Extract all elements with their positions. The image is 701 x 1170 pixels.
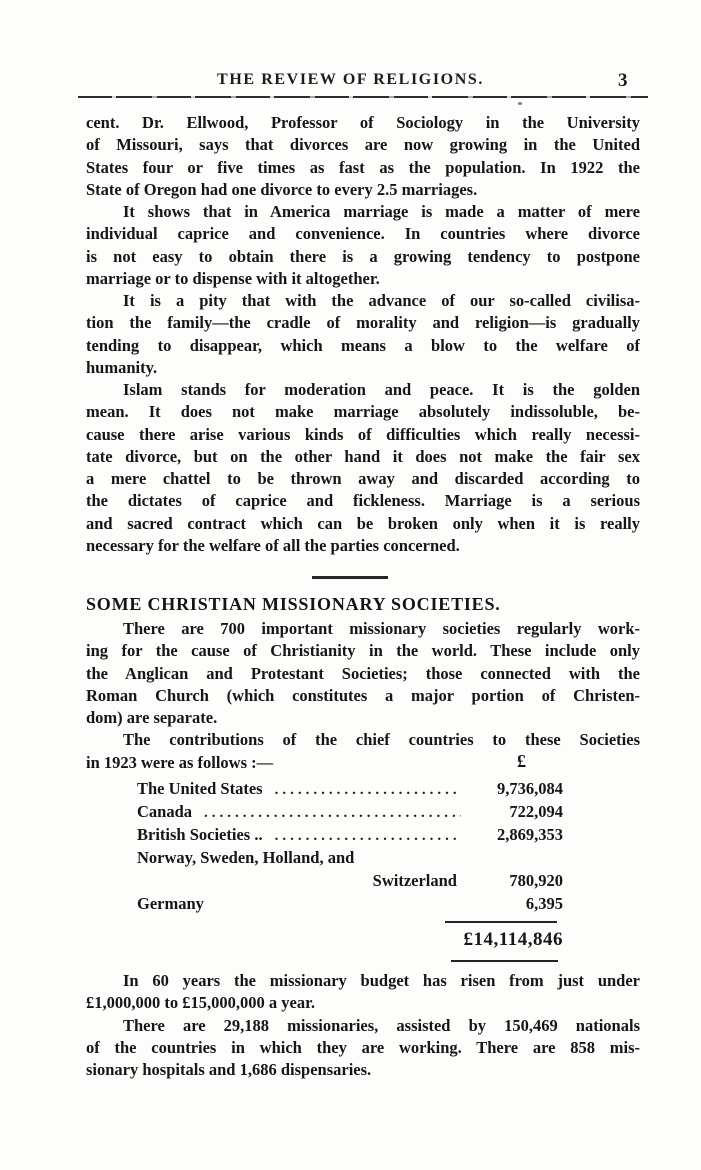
text-line: In 60 years the missionary budget has risen from just under	[123, 971, 640, 990]
row-label: Switzerland	[372, 871, 457, 890]
table-row	[86, 777, 563, 800]
paragraph	[86, 618, 640, 729]
scan-artifact-dot	[518, 102, 522, 105]
row-value: 2,869,353	[497, 825, 563, 844]
text-line: is not easy to obtain there is a growing tendency to postpone	[86, 246, 640, 266]
table-row	[86, 892, 563, 915]
text-line: cause there arise various kinds of difficulties which really necessi-	[86, 424, 640, 444]
section-heading: SOME CHRISTIAN MISSIONARY SOCIETIES.	[86, 594, 501, 614]
text-line: There are 700 important missionary societies regularly work-	[123, 619, 640, 638]
text-line: The contributions of the chief countries to these Societies	[123, 730, 640, 750]
row-value: 6,395	[525, 894, 563, 913]
article-body	[86, 112, 640, 557]
row-value: 9,736,084	[497, 779, 563, 798]
leader-dots	[204, 802, 461, 825]
text-line: It shows that in America marriage is made a matter of mere	[123, 202, 640, 221]
section-body	[86, 618, 640, 774]
page-number: 3	[618, 70, 628, 91]
text-line: It is a pity that with the advance of our so-called civilisa-	[123, 291, 640, 310]
table-row	[86, 846, 563, 869]
row-value: 780,920	[509, 871, 563, 890]
text-line: and sacred contract which can be broken only when it is really	[86, 513, 640, 533]
text-line: cent. Dr. Ellwood, Professor of Sociology in the University	[86, 113, 640, 132]
table-row	[86, 869, 563, 892]
text-line: of the countries in which they are working. There are 858 mis-	[86, 1037, 640, 1057]
total-rule-top	[445, 921, 557, 923]
paragraph	[86, 1015, 640, 1082]
text-line: humanity.	[86, 357, 158, 377]
leader-dots	[275, 825, 461, 848]
row-label: Canada	[137, 802, 193, 821]
total-rule-bottom	[451, 960, 558, 962]
text-line: tate divorce, but on the other hand it does not make the fair sex	[86, 446, 640, 466]
text-line: tion the family—the cradle of morality and religion—is gradually	[86, 313, 640, 333]
text-line: dom) are separate.	[86, 708, 218, 727]
row-value: 722,094	[509, 802, 563, 821]
paragraph	[86, 290, 640, 379]
paragraph	[86, 729, 640, 774]
text-line: necessary for the welfare of all the parties concerned.	[86, 535, 460, 555]
text-line: in 1923 were as follows :—	[86, 752, 274, 772]
text-line: the dictates of caprice and fickleness. Marriage is a serious	[86, 491, 640, 511]
text-line: There are 29,188 missionaries, assisted by 150,469 nationals	[123, 1015, 640, 1035]
total-amount: £14,114,846	[463, 929, 563, 950]
text-line: States four or five times as fast as the population. In 1922 the	[86, 157, 640, 177]
row-label: Norway, Sweden, Holland, and	[137, 848, 355, 867]
row-label: British Societies ..	[137, 825, 263, 844]
text-line: Roman Church (which constitutes a major portion of Christen-	[86, 685, 640, 705]
journal-title: THE REVIEW OF RELIGIONS.	[217, 71, 484, 88]
text-line: ing for the cause of Christianity in the world. These include only	[86, 641, 640, 661]
paragraph	[86, 970, 640, 1015]
table-row	[86, 823, 563, 846]
text-line: sionary hospitals and 1,686 dispensaries.	[86, 1060, 372, 1079]
contributions-table	[86, 777, 563, 915]
text-line: marriage or to dispense with it altogether.	[86, 268, 380, 288]
text-line: a mere chattel to be thrown away and discarded according to	[86, 469, 640, 488]
text-line: of Missouri, says that divorces are now growing in the United	[86, 135, 640, 155]
text-line: mean. It does not make marriage absolutely indissoluble, be-	[86, 402, 640, 422]
row-label: The United States	[137, 779, 263, 798]
paragraph	[86, 112, 640, 201]
section-divider	[312, 576, 388, 579]
text-line: State of Oregon had one divorce to every 2.5 marriages.	[86, 179, 478, 199]
paragraph	[86, 379, 640, 557]
leader-dots	[275, 779, 461, 802]
text-line: individual caprice and convenience. In countries where divorce	[86, 224, 640, 244]
text-line: Islam stands for moderation and peace. It is the golden	[123, 380, 640, 399]
row-label: Germany	[137, 894, 204, 913]
closing-body	[86, 970, 640, 1081]
text-line: £1,000,000 to £15,000,000 a year.	[86, 993, 316, 1013]
paragraph	[86, 201, 640, 290]
text-line: tending to disappear, which means a blow to the welfare of	[86, 335, 640, 355]
text-line: the Anglican and Protestant Societies; those connected with the	[86, 663, 640, 683]
table-row	[86, 800, 563, 823]
currency-header: £	[517, 751, 526, 771]
header-rule	[78, 96, 648, 98]
